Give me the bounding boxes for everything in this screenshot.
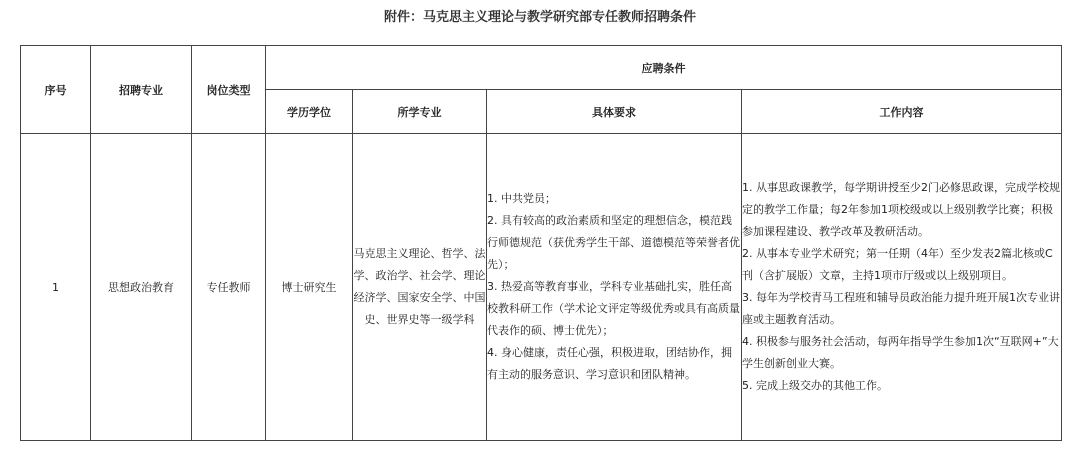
header-study-major: 所学专业 — [353, 90, 487, 134]
header-row-1 — [21, 46, 1062, 90]
document-title: 附件：马克思主义理论与教学研究部专任教师招聘条件 — [383, 10, 696, 25]
cell-requirements — [487, 134, 742, 441]
header-index: 序号 — [21, 46, 91, 134]
header-position-type: 岗位类型 — [192, 46, 266, 134]
work-item: 2. 从事本专业学术研究；第一任期（4年）至少发表2篇北核或C刊（含扩展版）文章，主持1项市厅级或以上级别项目。 — [742, 247, 1053, 282]
requirement-item: 1. 中共党员； — [487, 192, 556, 205]
requirement-item: 4. 身心健康，责任心强，积极进取，团结协作，拥有主动的服务意识、学习意识和团队精神。 — [487, 346, 732, 381]
cell-position-type: 专任教师 — [192, 134, 266, 441]
work-item: 1. 从事思政课教学，每学期讲授至少2门必修思政课，完成学校规定的教学工作量；每2年参加1项校级或以上级别教学比赛；积极参加课程建设、教学改革及教研活动。 — [742, 181, 1060, 238]
header-requirements: 具体要求 — [487, 90, 742, 134]
header-major: 招聘专业 — [91, 46, 192, 134]
requirement-item: 3. 热爱高等教育事业，学科专业基础扎实，胜任高校教科研工作（学术论文评定等级优秀或具有高质量代表作的硕、博士优先）； — [487, 280, 740, 337]
requirement-item: 2. 具有较高的政治素质和坚定的理想信念，模范践行师德规范（获优秀学生干部、道德模范等荣誉者优先）； — [487, 214, 740, 271]
cell-study-major: 马克思主义理论、哲学、法学、政治学、社会学、理论经济学、国家安全学、中国史、世界史等一级学科 — [353, 134, 487, 441]
header-work-content: 工作内容 — [742, 90, 1062, 134]
work-item: 4. 积极参与服务社会活动，每两年指导学生参加1次“互联网+”大学生创新创业大赛。 — [742, 335, 1059, 370]
cell-major: 思想政治教育 — [91, 134, 192, 441]
recruitment-table — [20, 45, 1062, 441]
table-row — [21, 134, 1062, 441]
cell-work-content — [742, 134, 1062, 441]
work-item: 3. 每年为学校青马工程班和辅导员政治能力提升班开展1次专业讲座或主题教育活动。 — [742, 291, 1060, 326]
work-item: 5. 完成上级交办的其他工作。 — [742, 379, 888, 392]
header-degree: 学历学位 — [266, 90, 353, 134]
cell-degree: 博士研究生 — [266, 134, 353, 441]
header-conditions: 应聘条件 — [266, 46, 1062, 90]
cell-index: 1 — [21, 134, 91, 441]
